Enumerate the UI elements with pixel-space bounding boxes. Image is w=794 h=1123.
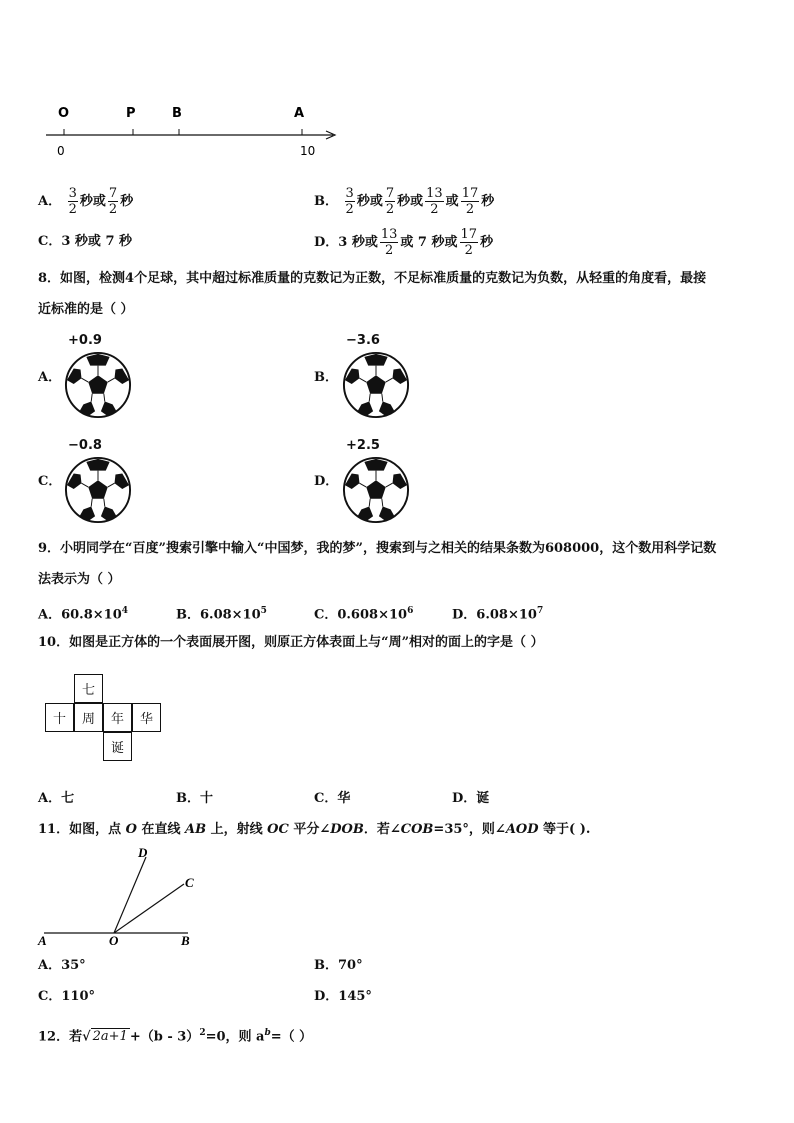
label-zero: 0 (57, 144, 65, 158)
q8-ball-c-value: −0.8 (68, 438, 102, 453)
label-b: B (181, 933, 190, 948)
q10-option-d[interactable]: D．诞 (452, 791, 490, 806)
net-cell-3: 年 (103, 703, 132, 732)
q7-option-a[interactable]: A． $\frac{3}{2}$ 秒或 $\frac{7}{2}$ 秒 (38, 186, 134, 217)
q9-stem-line2: 法表示为（ ） (38, 572, 121, 587)
q8-option-a-letter[interactable]: A． (38, 370, 62, 385)
angle-figure (36, 842, 206, 950)
fraction: $\frac{13}{2}$ (426, 186, 443, 217)
label-d: D (138, 845, 148, 860)
label-p: P (126, 106, 136, 121)
fraction: $\frac{13}{2}$ (380, 227, 398, 258)
label-b: B (172, 106, 182, 121)
q8-ball-d-value: +2.5 (346, 438, 380, 453)
q7-option-d[interactable]: D．3 秒或 $\frac{13}{2}$ 或 7 秒或 $\frac{17}{2}$ 秒 (314, 227, 494, 258)
net-cell-top: 七 (74, 674, 103, 703)
q12-stem: 12．若√ 2a+1 +（b - 3）$^2$=0，则 $a^b=$（ ） (38, 1028, 313, 1045)
q9-option-d[interactable]: D．$6.08\times 10^7$ (452, 606, 544, 623)
label-ten: 10 (300, 144, 316, 158)
q11-option-d[interactable]: D．145° (314, 989, 372, 1004)
sqrt-icon: √ (82, 1029, 91, 1045)
q9-option-b[interactable]: B．$6.08\times 10^5$ (176, 606, 267, 623)
number-line-figure (40, 100, 350, 162)
q11-option-b[interactable]: B．70° (314, 958, 363, 973)
q9-option-c[interactable]: C．$0.608\times 10^6$ (314, 606, 414, 623)
q10-option-c[interactable]: C．华 (314, 791, 351, 806)
net-cell-4: 华 (132, 703, 161, 732)
q9-option-a[interactable]: A．$60.8\times 10^4$ (38, 606, 129, 623)
q8-stem-line2: 近标准的是（ ） (38, 302, 134, 317)
q7-option-c[interactable]: C．3 秒或 7 秒 (38, 234, 133, 249)
net-cell-1: 十 (45, 703, 74, 732)
fraction: $\frac{3}{2}$ (345, 186, 354, 217)
soccer-ball-icon (64, 456, 132, 524)
q8-option-c-letter[interactable]: C． (38, 474, 62, 489)
label-o: O (109, 933, 119, 948)
q11-option-a[interactable]: A．35° (38, 958, 86, 973)
soccer-ball-icon (64, 351, 132, 419)
q8-ball-b-value: −3.6 (346, 333, 380, 348)
fraction: $\frac{17}{2}$ (461, 186, 479, 217)
net-cell-2: 周 (74, 703, 103, 732)
q7-option-b[interactable]: B． $\frac{3}{2}$ 秒或 $\frac{7}{2}$ 秒或 $\frac{13}{2}$ 或 $\frac{17}{2}$ 秒 (314, 186, 495, 217)
label-a: A (294, 106, 305, 121)
label-o: O (58, 106, 70, 121)
fraction: $\frac{7}{2}$ (108, 186, 118, 217)
fraction: $\frac{17}{2}$ (460, 227, 478, 258)
q8-stem-line1: 8．如图，检测4个足球，其中超过标准质量的克数记为正数，不足标准质量的克数记为负数，从轻重的角度看，最接 (38, 271, 707, 286)
fraction: $\frac{7}{2}$ (385, 186, 395, 217)
label-a: A (38, 933, 47, 948)
fraction: $\frac{3}{2}$ (68, 186, 77, 217)
q8-ball-a-value: +0.9 (68, 333, 102, 348)
q10-option-a[interactable]: A．七 (38, 791, 75, 806)
q10-option-b[interactable]: B．十 (176, 791, 213, 806)
q8-option-b-letter[interactable]: B． (314, 370, 338, 385)
label-c: C (185, 875, 194, 890)
soccer-ball-icon (342, 456, 410, 524)
q9-stem-line1: 9．小明同学在“百度”搜索引擎中输入“中国梦，我的梦”，搜索到与之相关的结果条数为608000，这个数用科学记数 (38, 541, 717, 556)
q11-option-c[interactable]: C．110° (38, 989, 95, 1004)
q8-option-d-letter[interactable]: D． (314, 474, 339, 489)
net-cell-bottom: 诞 (103, 732, 132, 761)
soccer-ball-icon (342, 351, 410, 419)
q11-stem: 11．如图，点 O 在直线 AB 上，射线 OC 平分∠DOB．若∠COB=35°，则∠AOD 等于( ). (38, 822, 591, 837)
q10-stem: 10．如图是正方体的一个表面展开图，则原正方体表面上与“周”相对的面上的字是（ ） (38, 635, 544, 650)
